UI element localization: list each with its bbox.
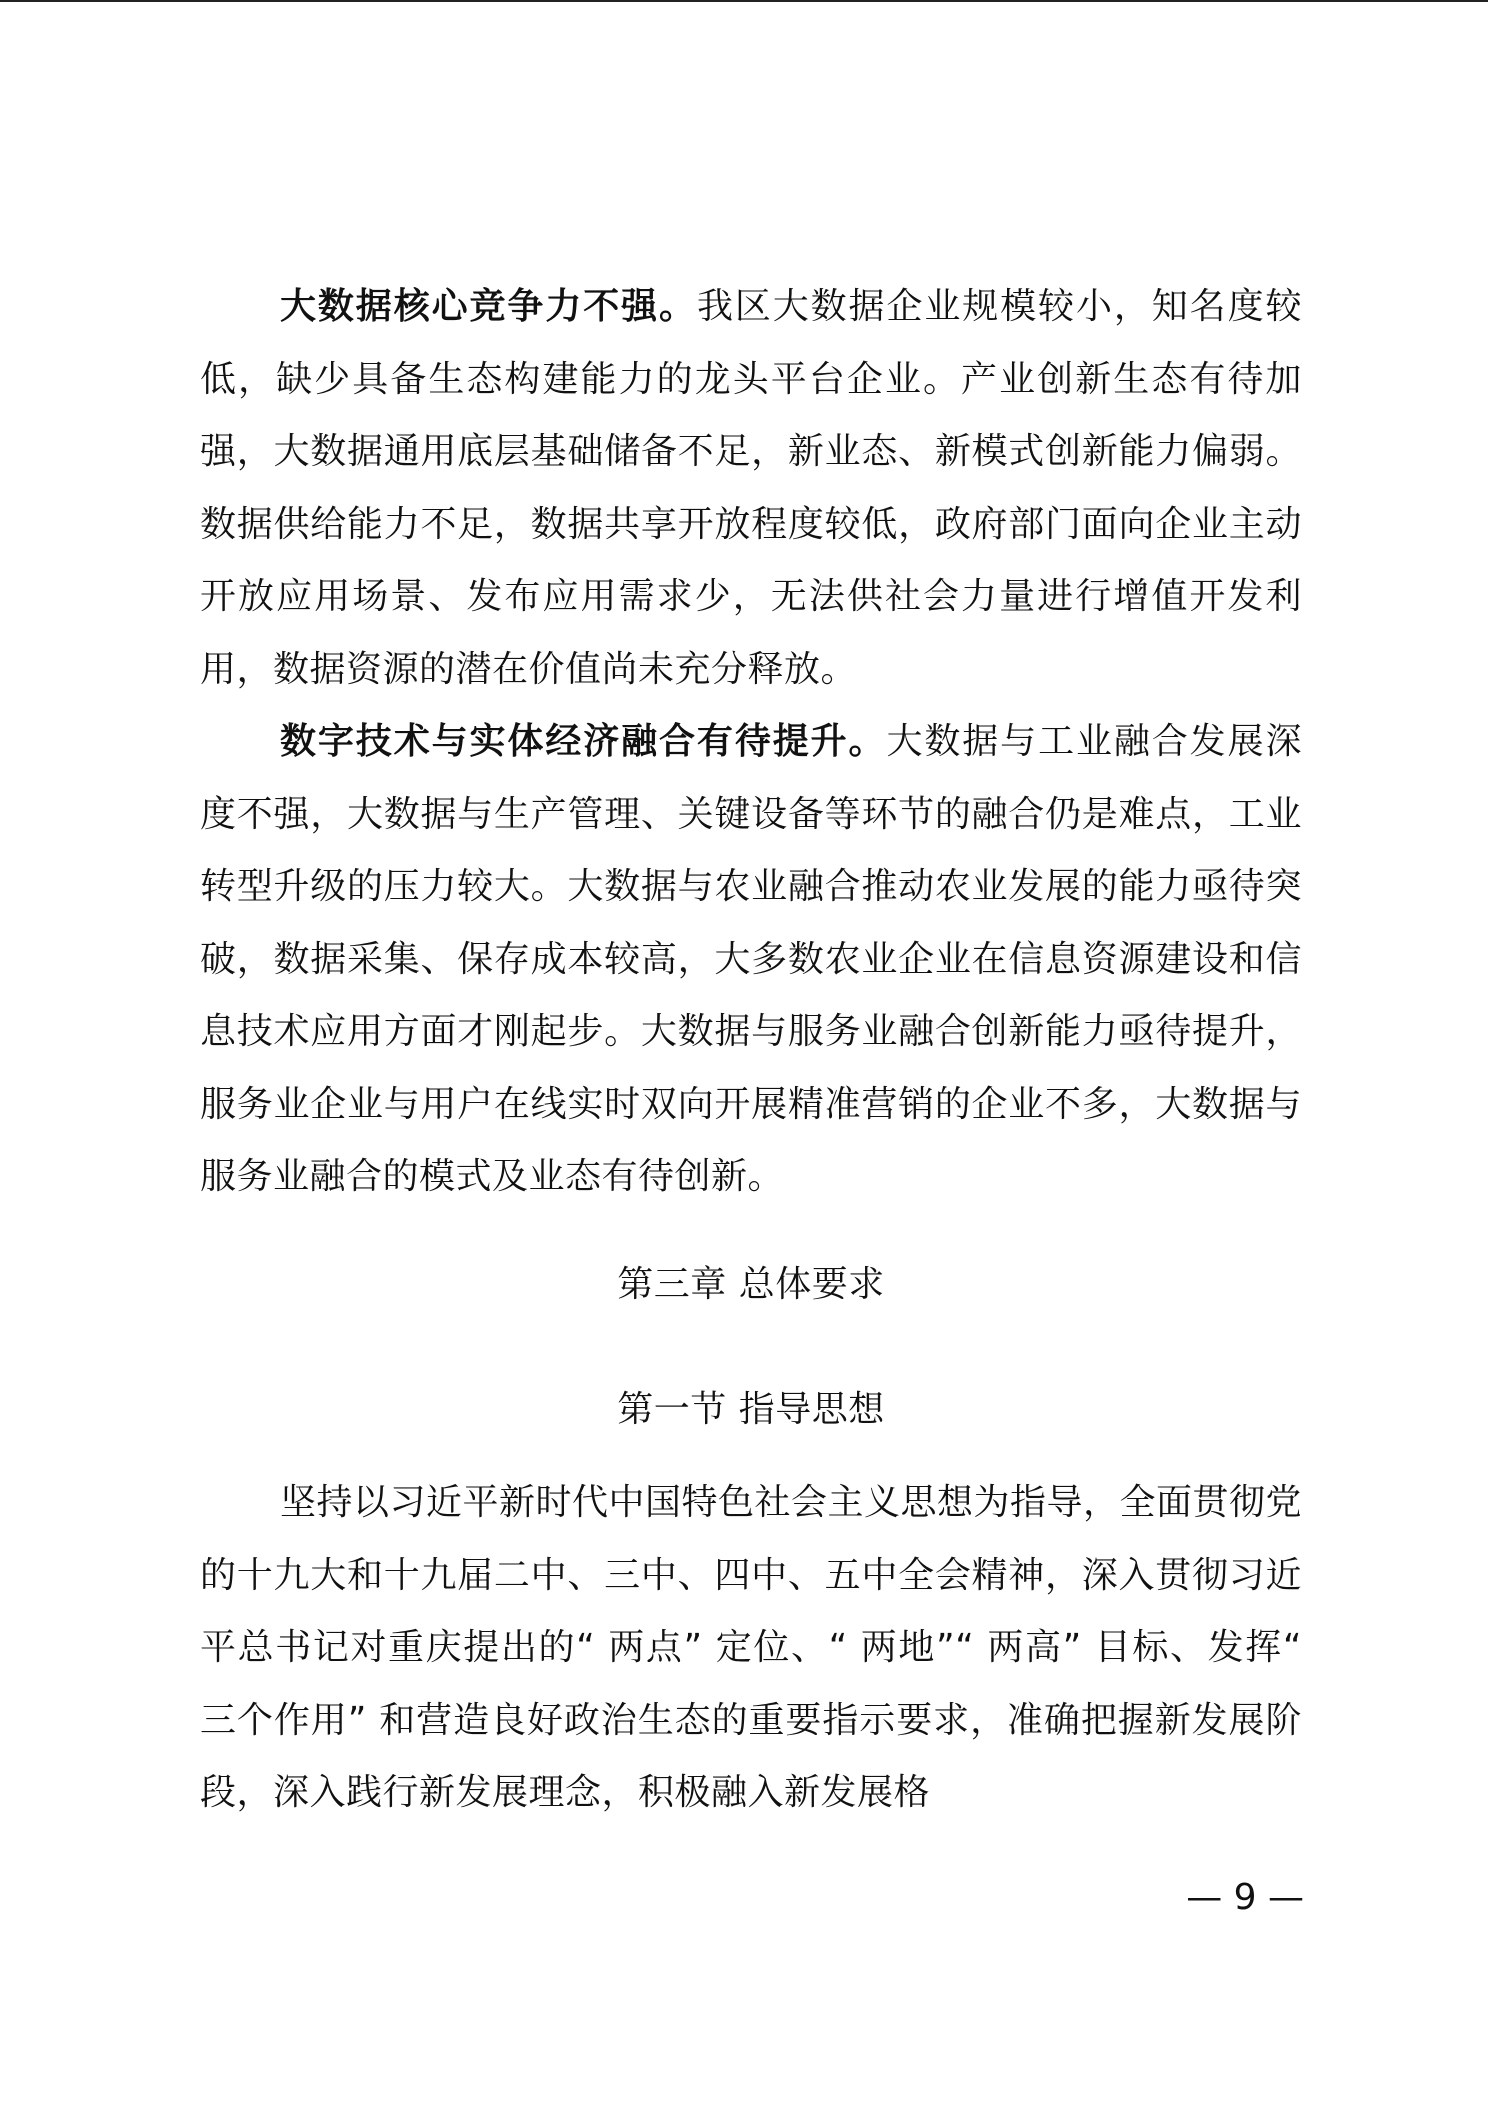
paragraph-digital-integration bbox=[200, 706, 1302, 1214]
paragraph-text: 大数据与工业融合发展深度不强，大数据与生产管理、关键设备等环节的融合仍是难点，工业转型升级的压力较大。大数据与农业融合推动农业发展的能力亟待突破，数据采集、保存成本较高，大多数农业企业在信息资源建设和信息技术应用方面才刚起步。大数据与服务业融合创新能力亟待提升，服务业企业与用户在线实时双向开展精准营销的企业不多，大数据与服务业融合的模式及业态有待创新。 bbox=[200, 721, 1302, 1197]
page-number: — 9 — bbox=[1186, 1877, 1304, 1918]
paragraph-core-competitiveness bbox=[200, 271, 1302, 706]
paragraph-lead-heading: 数字技术与实体经济融合有待提升。 bbox=[280, 721, 887, 762]
top-border-rule bbox=[0, 0, 1488, 2]
paragraph-lead-heading: 大数据核心竞争力不强。 bbox=[280, 286, 697, 327]
paragraph-text: 我区大数据企业规模较小，知名度较低，缺少具备生态构建能力的龙头平台企业。产业创新生态有待加强，大数据通用底层基础储备不足，新业态、新模式创新能力偏弱。数据供给能力不足，数据共享开放程度较低，政府部门面向企业主动开放应用场景、发布应用需求少，无法供社会力量进行增值开发利用，数据资源的潜在价值尚未充分释放。 bbox=[200, 286, 1302, 690]
chapter-heading: 第三章 总体要求 bbox=[617, 1264, 885, 1305]
section-heading: 第一节 指导思想 bbox=[617, 1389, 885, 1430]
paragraph-guiding-ideology: 坚持以习近平新时代中国特色社会主义思想为指导，全面贯彻党的十九大和十九届二中、三中、四中、五中全会精神，深入贯彻习近平总书记对重庆提出的“ 两点” 定位、“ 两地”“ 两高” 目标、发挥“ 三个作用” 和营造良好政治生态的重要指示要求，准确把握新发展阶段，深入践行新发展理念，积极融入新发展格 bbox=[200, 1482, 1303, 1813]
